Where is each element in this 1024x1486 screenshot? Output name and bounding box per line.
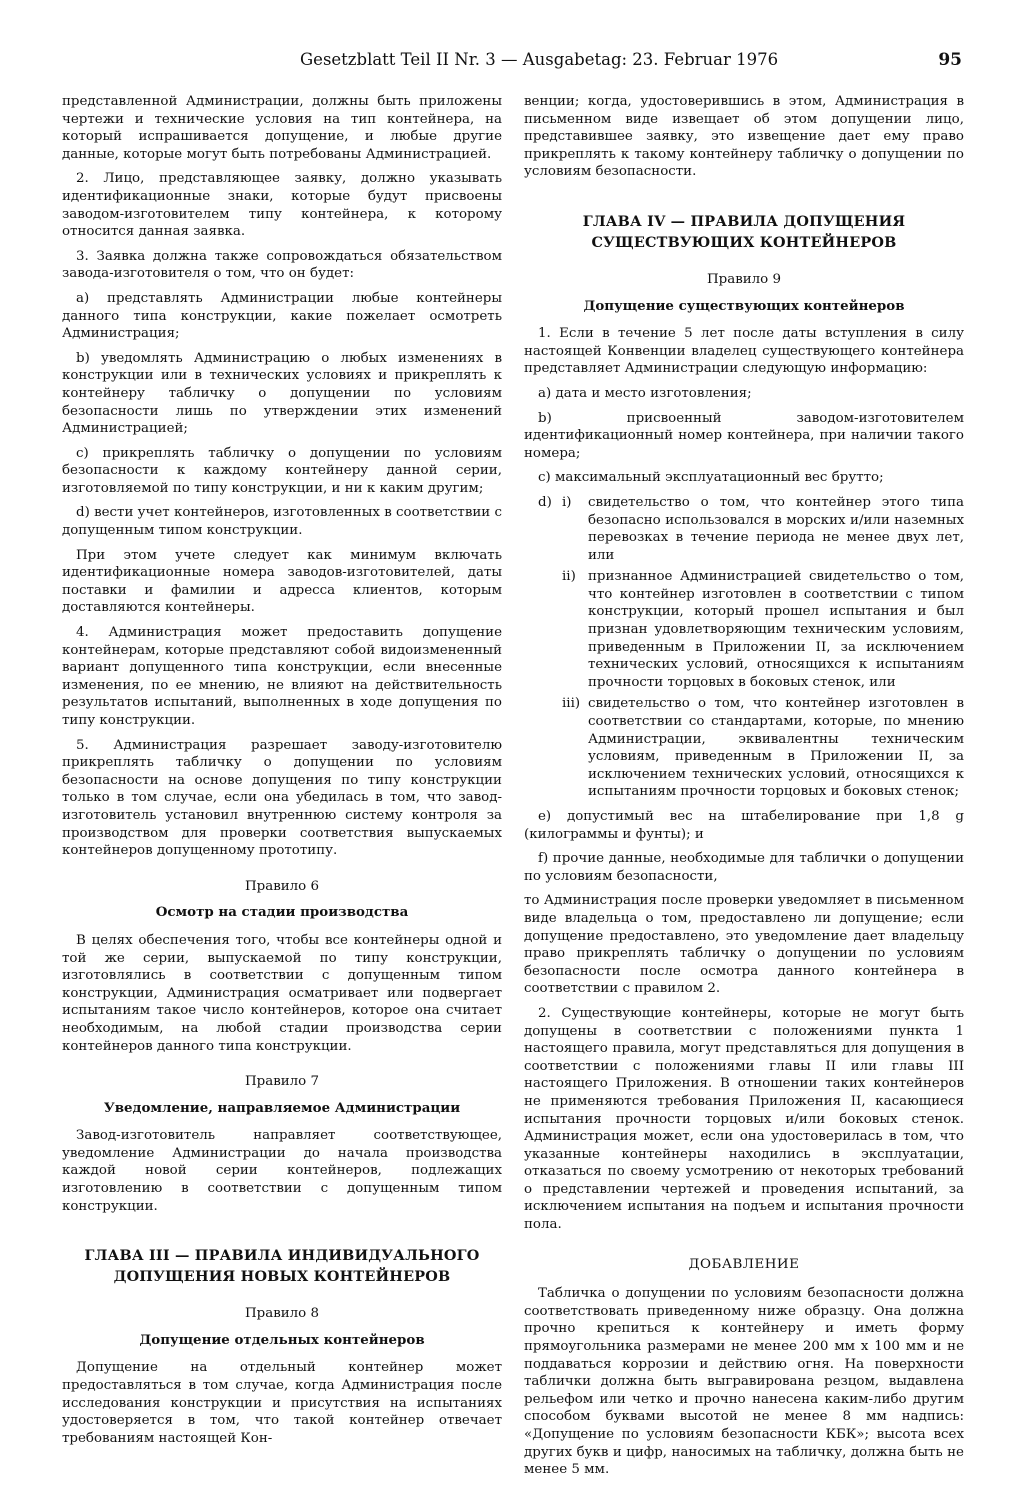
page-number: 95	[938, 50, 962, 70]
paragraph-2: 2. Лицо, представляющее заявку, должно указывать идентификационные знаки, которые будут присвоены заводом-изготовителем типу контейнера, к которому относится данная заявка.	[62, 171, 502, 240]
item-c: c) максимальный эксплуатационный вес брутто;	[538, 470, 884, 486]
rule-7-title: Уведомление, направляемое Администрации	[103, 1099, 461, 1116]
item-d-iii	[524, 695, 964, 801]
chapter-3-line-1: ГЛАВА III — ПРАВИЛА ИНДИВИДУАЛЬНОГО	[84, 1247, 480, 1265]
item-b: b) присвоенный заводом-изготовителем идентификационный номер контейнера, при наличии такого номера;	[524, 410, 964, 461]
item-d-ii	[524, 568, 964, 691]
rule-6-title: Осмотр на стадии производства	[155, 904, 409, 921]
chapter-4-line-1: ГЛАВА IV — ПРАВИЛА ДОПУЩЕНИЯ	[582, 212, 906, 230]
rule-8-title: Допущение отдельных контейнеров	[139, 1331, 425, 1348]
rule-9-paragraph-1-tail: то Администрация после проверки уведомляет в письменном виде владельца о том, предоставлено ли допущение; если допущение предоставлено, это уведомление дает владельцу право прикреплять табличку о допущении по условиям безопасности после осмотра данного контейнера в соответствии с правилом 2.	[524, 893, 964, 997]
item-d-ii-text: признанное Администрацией свидетельство о том, что контейнер изготовлен в соответствии с типом конструкции, который прошел испытания и был признан удовлетворяющим техническим условиям, приведенным в Приложении II, за исключением технических условий, относящихся к испытаниям прочности торцовых в боковых стенок, или	[588, 569, 964, 690]
paragraph-3e: При этом учете следует как минимум включать идентификационные номера заводов-изготовителей, даты поставки и фамилии и адресса клиентов, которым доставляются контейнеры.	[62, 547, 502, 616]
paragraph-continued: венции; когда, удостоверившись в этом, Администрация в письменном виде извещает об этом допущении лицо, представившее заявку, это извещение дает ему право прикреплять к такому контейнеру табличку о допущении по условиям безопасности.	[524, 94, 964, 180]
item-d-label: d)	[538, 494, 552, 510]
paragraph-4: 4. Администрация может предоставить допущение контейнерам, которые представляют собой видоизмененный вариант допущенного типа конструкции, если внесенные изменения, по ее мнению, не влияют на действительность результатов испытаний, выполненных в ходе допущения по типу конструкции.	[62, 625, 502, 728]
item-f: f) прочие данные, необходимые для таблички о допущении по условиям безопасности,	[524, 851, 964, 884]
item-a: a) дата и место изготовления;	[538, 385, 752, 401]
item-d-i-text: свидетельство о том, что контейнер этого типа безопасно использовался в морских и/или наземных перевозках в течение периода не менее двух лет, или	[588, 494, 964, 563]
left-column	[62, 93, 502, 1454]
item-d-ii-label: ii)	[562, 569, 576, 585]
rule-9-paragraph-2: 2. Существующие контейнеры, которые не могут быть допущены в соответствии с положениями пункта 1 настоящего правила, могут представляться для допущения в соответствии с положениями главы II или главы III настоящего Приложения. В отношении таких контейнеров не применяются требования Приложения II, касающиеся испытания прочности торцовых и/или боковых стенок. Администрация может, если она удостоверилась в том, что указанные контейнеры находились в эксплуатации, отказаться по своему усмотрению от некоторых требований о представлении чертежей и проведения испытаний, за исключением испытания на подъем и испытания прочности пола.	[524, 1005, 964, 1233]
rule-6-text: В целях обеспечения того, чтобы все контейнеры одной и той же серии, выпускаемой по типу конструкции, изготовлялись в соответствии с допущенным типом конструкции, Администрация осматривает или подвергает испытаниям такое число контейнеров, которое она считает необходимым, на любой стадии производства серии контейнеров данного типа конструкции.	[62, 932, 502, 1054]
rule-8-text: Допущение на отдельный контейнер может предоставляться в том случае, когда Администрация после исследования конструкции и присутствия на испытаниях удостоверяется в том, что такой контейнер отвечает требованиям настоящей Кон-	[62, 1360, 502, 1446]
paragraph: представленной Администрации, должны быть приложены чертежи и технические условия на тип контейнера, на который испрашивается допущение, и любые другие данные, которые могут быть потребованы Администрацией.	[62, 94, 502, 162]
addendum-text: Табличка о допущении по условиям безопасности должна соответствовать приведенному ниже образцу. Она должна прочно крепиться к контейнеру и иметь форму прямоугольника размерами не менее 200 мм x 100 мм и не поддаваться коррозии и действию огня. На поверхности таблички должна быть выгравирована резцом, выдавлена рельефом или четко и прочно нанесена каким-либо другим способом буквами высотой не менее 8 мм надпись: «Допущение по условиям безопасности КБК»; высота всех других букв и цифр, наносимых на табличку, должна быть не менее 5 мм.	[524, 1286, 964, 1478]
addendum-title: ДОБАВЛЕНИЕ	[688, 1256, 800, 1272]
chapter-4-line-2: СУЩЕСТВУЮЩИХ КОНТЕЙНЕРОВ	[591, 233, 897, 251]
paragraph-3: 3. Заявка должна также сопровождаться обязательством завода-изготовителя о том, что он будет:	[62, 248, 502, 282]
header-title: Gesetzblatt Teil II Nr. 3 — Ausgabetag: 23. Februar 1976	[300, 50, 779, 69]
paragraph-5: 5. Администрация разрешает заводу-изготовителю прикреплять табличку о допущении по условиям безопасности на основе допущения по типу конструкции только в том случае, если она убедилась в том, что завод-изготовитель установил внутреннюю систему контроля за производством для проверки соответствия выпускаемых контейнеров допущенному прототипу.	[62, 737, 502, 859]
item-e: e) допустимый вес на штабелирование при 1,8 g (килограммы и фунты); и	[524, 809, 964, 842]
paragraph-3c: c) прикреплять табличку о допущении по условиям безопасности к каждому контейнеру данной серии, изготовляемой по типу конструкции, и ни к каким другим;	[62, 445, 502, 496]
rule-7-number: Правило 7	[244, 1074, 320, 1090]
rule-9-title: Допущение существующих контейнеров	[583, 297, 905, 314]
rule-9-number: Правило 9	[706, 271, 782, 287]
paragraph-3b: b) уведомлять Администрацию о любых изменениях в конструкции или в технических условиях и прикреплять к контейнеру табличку о допущении по условиям безопасности лишь по утверждении этих изменений Администрацией;	[62, 350, 502, 437]
item-d-i-label: i)	[562, 494, 572, 510]
chapter-4-heading	[524, 211, 964, 253]
rule-9-paragraph-1: 1. Если в течение 5 лет после даты вступления в силу настоящей Конвенции владелец существующего контейнера представляет Администрации следующую информацию:	[524, 326, 964, 377]
page-header	[62, 50, 962, 74]
item-d-i	[524, 494, 964, 564]
right-column	[524, 93, 964, 1486]
rule-8-number: Правило 8	[244, 1306, 320, 1322]
chapter-3-line-2: ДОПУЩЕНИЯ НОВЫХ КОНТЕЙНЕРОВ	[113, 1268, 451, 1286]
item-d-iii-label: iii)	[562, 696, 581, 712]
rule-6-number: Правило 6	[244, 878, 320, 894]
item-d-iii-text: свидетельство о том, что контейнер изготовлен в соответствии со стандартами, которые, по мнению Администрации, эквивалентны техническим условиям, приведенным в Приложении II, за исключением технических условий, относящихся к испытаниям прочности торцовых и боковых стенок;	[588, 696, 964, 800]
rule-7-text: Завод-изготовитель направляет соответствующее, уведомление Администрации до начала производства каждой новой серии контейнеров, подлежащих изготовлению в соответствии с допущенным типом конструкции.	[62, 1128, 502, 1214]
paragraph-3a: a) представлять Администрации любые контейнеры данного типа конструкции, какие пожелает осмотреть Администрация;	[62, 290, 502, 342]
paragraph-3d: d) вести учет контейнеров, изготовленных в соответствии с допущенным типом конструкции.	[62, 505, 502, 539]
chapter-3-heading	[62, 1245, 502, 1287]
